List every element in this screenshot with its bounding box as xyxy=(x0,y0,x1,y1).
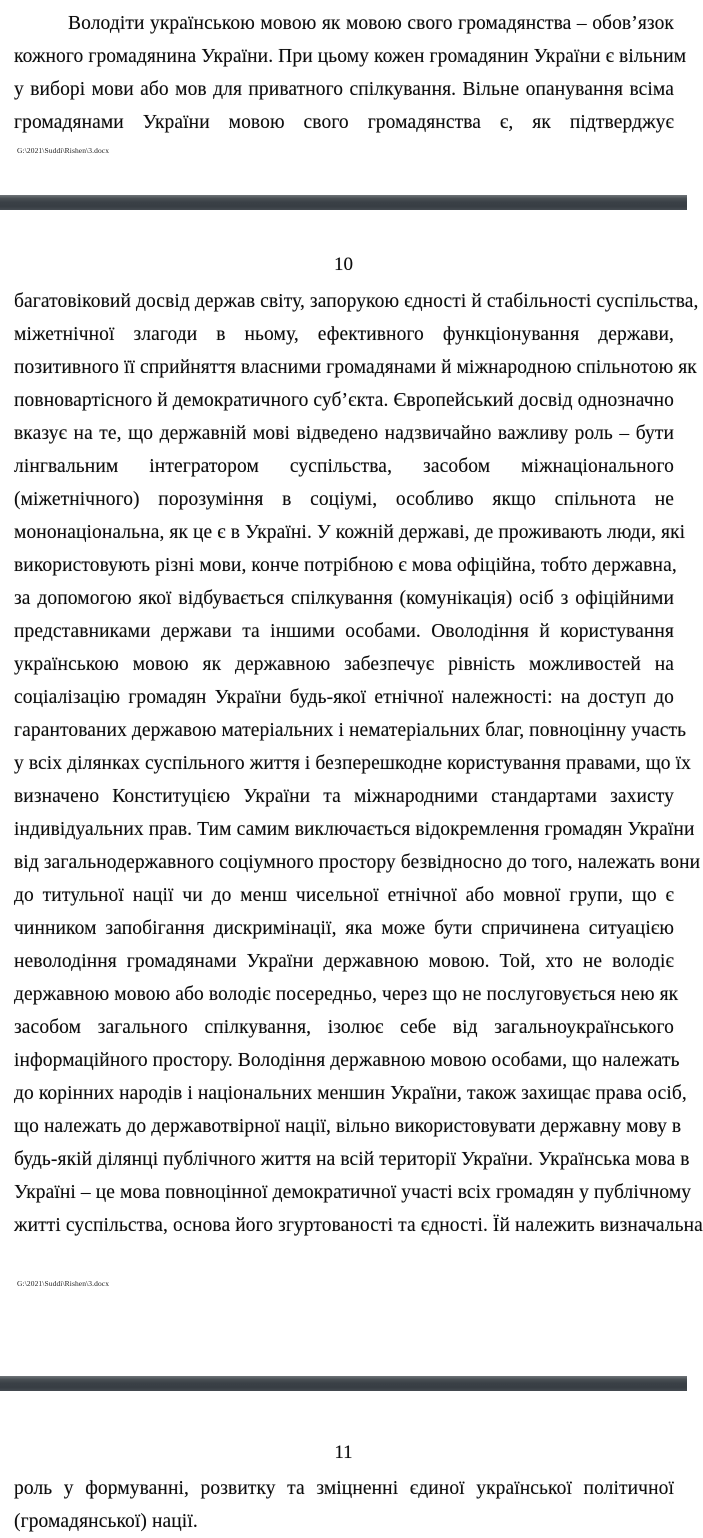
page-11-paragraph xyxy=(0,1472,687,1538)
text-line: (громадянської) нації. xyxy=(14,1511,198,1532)
text-line: неволодіння громадянами України державною мовою. Той, хто не володіє xyxy=(14,951,674,972)
page-break-separator xyxy=(0,1376,687,1391)
page-10 xyxy=(0,254,703,1376)
text-line: державною мовою або володіє посередньо, через що не послуговується нею як xyxy=(14,984,679,1005)
text-line: гарантованих державою матеріальних і нематеріальних благ, повноцінну участь xyxy=(14,720,687,741)
footer-file-path: G:\2021\Suddi\Rishen\3.docx xyxy=(17,146,110,155)
page-9-bottom xyxy=(0,0,687,195)
text-line: кожного громадянина України. При цьому кожен громадянин України є вільним xyxy=(14,46,687,67)
text-line: індивідуальних прав. Тим самим виключається відокремлення громадян України xyxy=(14,819,695,840)
text-line: багатовіковий досвід держав світу, запорукою єдності й стабільності суспільства, xyxy=(14,291,699,312)
text-line: повновартісного й демократичного суб’єкта. Європейський досвід однозначно xyxy=(14,390,674,411)
text-line: що належать до державотвірної нації, вільно використовувати державну мову в xyxy=(14,1116,682,1137)
text-line: у всіх ділянках суспільного життя і безперешкодне користування правами, що їх xyxy=(14,753,692,774)
text-line: від загальнодержавного соціумного простору безвідносно до того, належать вони xyxy=(14,852,701,873)
text-line: роль у формуванні, розвитку та зміцненні єдиної української політичної xyxy=(14,1478,674,1499)
text-line: за допомогою якої відбувається спілкування (комунікація) осіб з офіційними xyxy=(14,588,674,609)
text-line: будь-якій ділянці публічного життя на всій території України. Українська мова в xyxy=(14,1149,690,1170)
text-line: у виборі мови або мов для приватного спілкування. Вільне опанування всіма xyxy=(14,79,674,100)
text-line: Україні – це мова повноцінної демократичної участі всіх громадян у публічному xyxy=(14,1182,692,1203)
text-line: засобом загального спілкування, ізолює себе від загальноукраїнського xyxy=(14,1017,674,1038)
text-line: до титульної нації чи до менш чисельної етнічної або мовної групи, що є xyxy=(14,885,674,906)
text-line: використовують різні мови, конче потрібною є мова офіційна, тобто державна, xyxy=(14,555,677,576)
text-line: міжетнічної злагоди в ньому, ефективного функціонування держави, xyxy=(14,324,674,345)
footer-file-path: G:\2021\Suddi\Rishen\3.docx xyxy=(17,1279,110,1288)
text-line: мононаціональна, як це є в Україні. У кожній державі, де проживають люди, які xyxy=(14,522,686,543)
page-10-paragraph xyxy=(0,285,703,1242)
text-line: представниками держави та іншими особами. Оволодіння й користування xyxy=(14,621,674,642)
page-number: 10 xyxy=(334,254,353,275)
page-11-top xyxy=(0,1443,687,1538)
text-line: інформаційного простору. Володіння державною мовою особами, що належать xyxy=(14,1050,680,1071)
text-line: Володіти українською мовою як мовою свого громадянства – обов’язок xyxy=(68,13,674,34)
page-break-separator xyxy=(0,195,687,210)
text-line: визначено Конституцією України та міжнародними стандартами захисту xyxy=(14,786,674,807)
text-line: громадянами України мовою свого громадянства є, як підтверджує xyxy=(14,112,674,133)
text-line: українською мовою як державною забезпечує рівність можливостей на xyxy=(14,654,674,675)
text-line: до корінних народів і національних меншин України, також захищає права осіб, xyxy=(14,1083,687,1104)
page-number: 11 xyxy=(334,1442,353,1463)
page-9-paragraph xyxy=(0,7,687,139)
text-line: лінгвальним інтегратором суспільства, засобом міжнаціонального xyxy=(14,456,674,477)
text-line: чинником запобігання дискримінації, яка може бути спричинена ситуацією xyxy=(14,918,674,939)
text-line: вказує на те, що державній мові відведено надзвичайно важливу роль – бути xyxy=(14,423,674,444)
text-line: позитивного її сприйняття власними громадянами й міжнародною спільнотою як xyxy=(14,357,697,378)
text-line: (міжетнічного) порозуміння в соціумі, особливо якщо спільнота не xyxy=(14,489,674,510)
text-line: соціалізацію громадян України будь-якої етнічної належності: на доступ до xyxy=(14,687,674,708)
text-line: житті суспільства, основа його згуртованості та єдності. Їй належить визначальна xyxy=(14,1215,703,1236)
